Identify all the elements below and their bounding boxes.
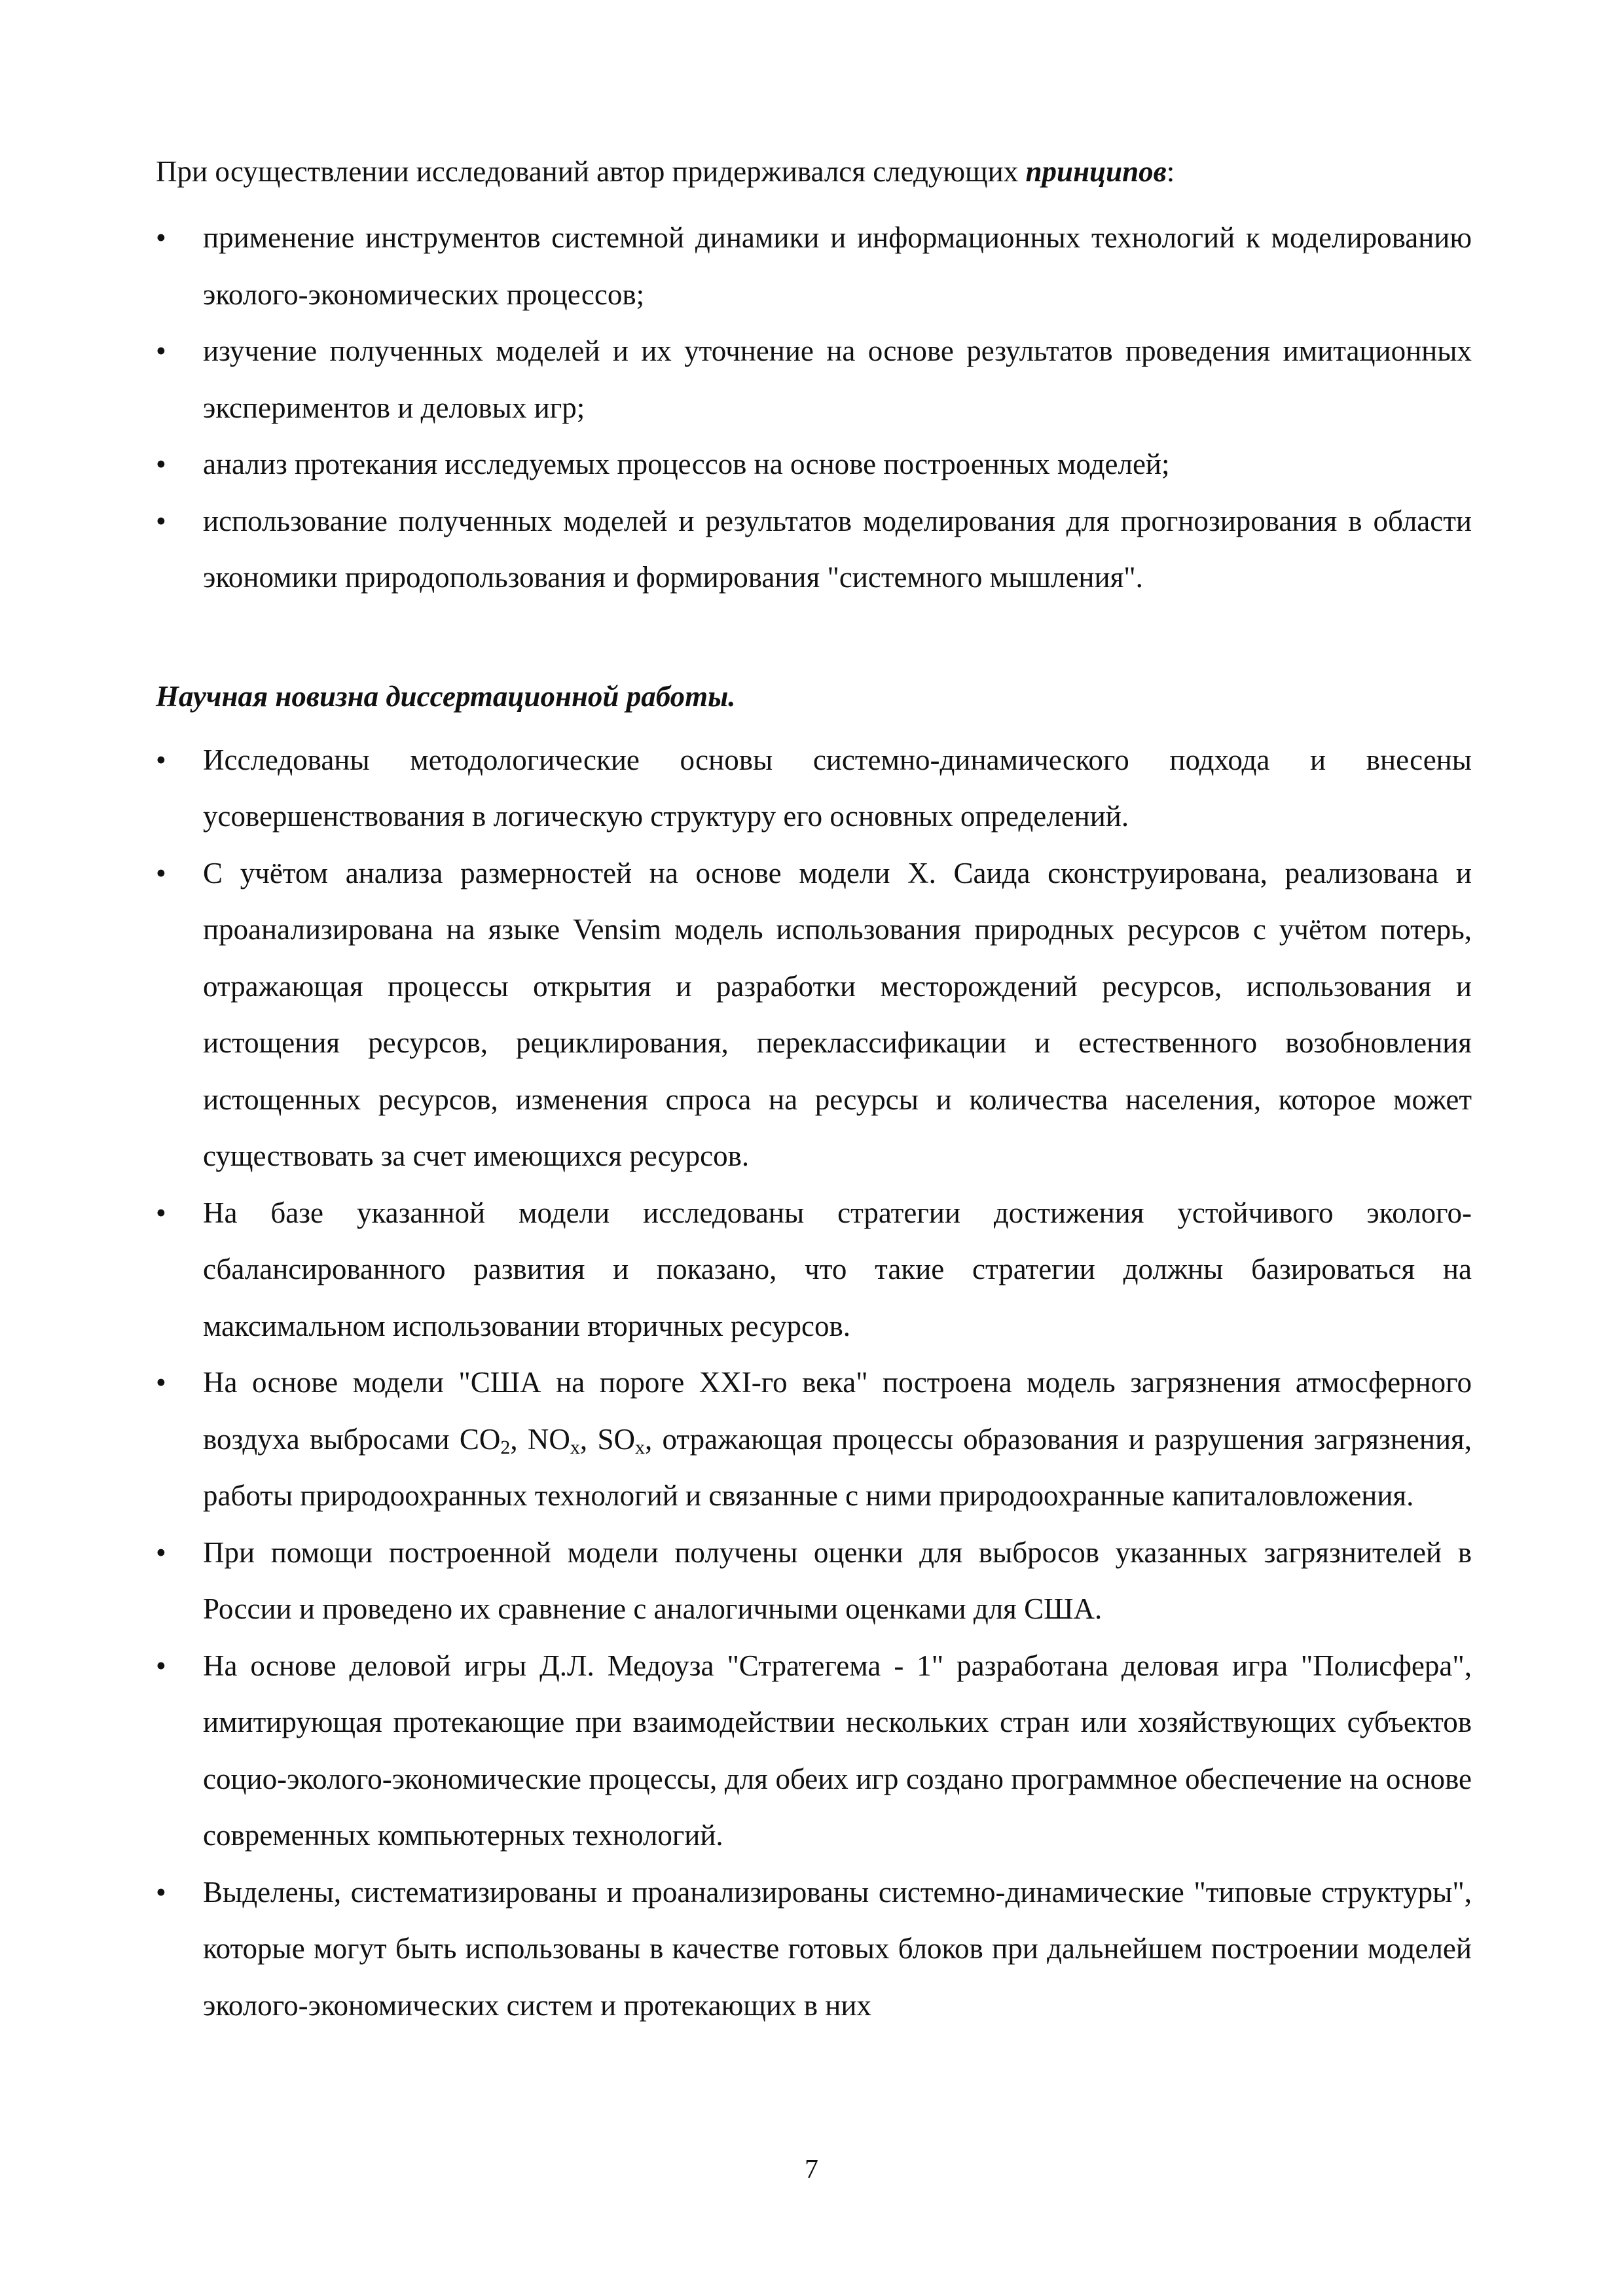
bullet-icon: • (156, 743, 166, 776)
novelty-list (156, 732, 1472, 2034)
principles-intro-colon: : (1166, 155, 1175, 188)
bullet-icon: • (156, 334, 166, 367)
bullet-icon: • (156, 1196, 166, 1229)
bullet-icon: • (156, 1875, 166, 1909)
emissions-text-part: , отражающая процессы образования и разрушения загрязнения, работы природоохранных технологий и связанные с ними природоохранные капиталовложения. (203, 1422, 1472, 1512)
emissions-text-part: , NO (510, 1422, 570, 1456)
list-item-text: изучение полученных моделей и их уточнение на основе результатов проведения имитационных экспериментов и деловых игр; (203, 334, 1472, 424)
bullet-icon: • (156, 448, 166, 480)
list-item (156, 845, 1472, 1185)
list-item-text: Исследованы методологические основы системно-динамического подхода и внесены усовершенствования в логическую структуру его основных определений. (203, 743, 1472, 833)
list-item-text: При помощи построенной модели получены оценки для выбросов указанных загрязнителей в России и проведено их сравнение с аналогичными оценками для США. (203, 1535, 1472, 1625)
list-item-text: На базе указанной модели исследованы стратегии достижения устойчивого эколого-сбалансированного развития и показано, что такие стратегии должны базироваться на максимальном использовании вторичных ресурсов. (203, 1196, 1472, 1342)
bullet-icon: • (156, 1535, 166, 1569)
list-item (156, 1185, 1472, 1355)
principles-intro-emphasis: принципов (1025, 155, 1167, 188)
list-item-text: применение инструментов системной динамики и информационных технологий к моделированию эколого-экономических процессов; (203, 221, 1472, 311)
novelty-heading: Научная новизна диссертационной работы. (156, 679, 736, 713)
bullet-icon: • (156, 504, 166, 537)
principles-intro (156, 152, 1472, 191)
bullet-icon: • (156, 221, 166, 254)
list-item (156, 1524, 1472, 1638)
list-item (156, 732, 1472, 845)
principles-list (156, 209, 1472, 606)
sox-subscript: x (634, 1436, 645, 1458)
list-item-text: На основе деловой игры Д.Л. Медоуза "Стратегема - 1" разработана деловая игра "Полисфера", имитирующая протекающие при взаимодействии нескольких стран или хозяйствующих субъектов социо-эколого-экономические процессы, для обеих игр создано программное обеспечение на основе современных компьютерных технологий. (203, 1649, 1472, 1852)
emissions-text-part: На основе модели "США на пороге XXI-го века" построена модель загрязнения атмосферного воздуха выбросами CO (203, 1366, 1472, 1456)
list-item-text: анализ протекания исследуемых процессов на основе построенных моделей; (203, 448, 1170, 480)
bullet-icon: • (156, 856, 166, 889)
co2-subscript: 2 (500, 1436, 511, 1458)
nox-subscript: x (570, 1436, 580, 1458)
list-item (156, 493, 1472, 606)
emissions-text-part: , SO (579, 1422, 635, 1456)
list-item-text (203, 1354, 1472, 1524)
list-item-text: Выделены, систематизированы и проанализированы системно-динамические "типовые структуры", которые могут быть использованы в качестве готовых блоков при дальнейшем построении моделей эколого-экономических систем и протекающих в них (203, 1875, 1472, 2022)
list-item (156, 1638, 1472, 1864)
list-item-emissions (156, 1354, 1472, 1524)
document-page (156, 152, 1472, 2034)
list-item (156, 323, 1472, 436)
list-item (156, 436, 1472, 493)
list-item (156, 209, 1472, 323)
bullet-icon: • (156, 1649, 166, 1682)
page-number: 7 (805, 2155, 818, 2185)
list-item-text: использование полученных моделей и результатов моделирования для прогнозирования в области экономики природопользования и формирования "системного мышления". (203, 504, 1472, 594)
principles-intro-text: При осуществлении исследований автор придерживался следующих (156, 155, 1026, 188)
bullet-icon: • (156, 1366, 166, 1399)
list-item-text: С учётом анализа размерностей на основе модели Х. Саида сконструирована, реализована и проанализирована на языке Vensim модель использования природных ресурсов с учётом потерь, отражающая процессы открытия и разработки месторождений ресурсов, использования и истощения ресурсов, рециклирования, переклассификации и естественного возобновления истощенных ресурсов, изменения спроса на ресурсы и количества населения, которое может существовать за счет имеющихся ресурсов. (203, 856, 1472, 1172)
list-item (156, 1864, 1472, 2034)
